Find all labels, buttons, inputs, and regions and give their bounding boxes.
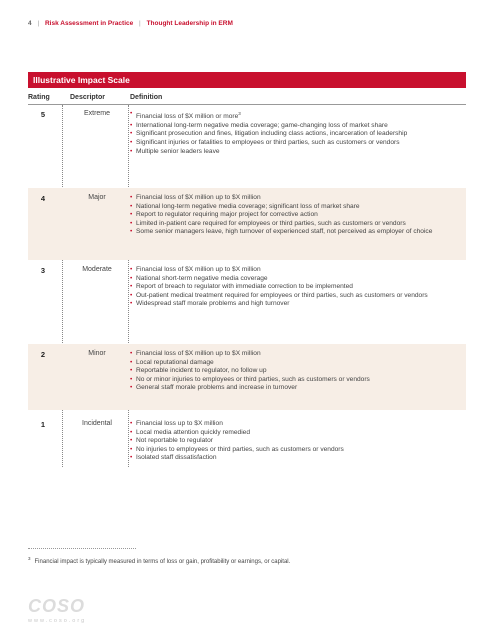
definition-item: • No or minor injuries to employees or third parties, such as customers or vendors [130, 376, 466, 385]
table-row [28, 262, 466, 334]
definition-item: • Widespread staff morale problems and high turnover [130, 300, 466, 309]
descriptor-value: Major [88, 194, 106, 201]
definition-item: • Report of breach to regulator with immediate correction to be implemented [130, 283, 466, 292]
rating-value: 4 [40, 194, 46, 203]
rating-value: 3 [40, 266, 46, 275]
definition-item: • Financial loss of $X million up to $X million [130, 266, 466, 275]
footnote-divider [28, 548, 136, 549]
definition-item: • National long-term negative media coverage; significant loss of market share [130, 203, 466, 212]
table-column-headers [28, 90, 466, 105]
definition-item: • Significant injuries or fatalities to employees or third parties, such as customers or vendors [130, 139, 466, 148]
definition-item: • Reportable incident to regulator, no follow up [130, 367, 466, 376]
header-separator: | [139, 20, 141, 27]
logo-url: www.coso.org [28, 618, 87, 624]
definition-item: • No injuries to employees or third parties, such as customers or vendors [130, 446, 466, 455]
definition-item: • International long-term negative media coverage; game-changing loss of market share [130, 122, 466, 131]
definition-item: • Multiple senior leaders leave [130, 148, 466, 157]
footnote [28, 556, 290, 565]
table-row [28, 106, 466, 186]
footnote-marker: 3 [28, 556, 31, 561]
page-header [28, 20, 233, 27]
column-header-definition: Definition [130, 94, 163, 101]
header-section: Risk Assessment in Practice [44, 20, 134, 27]
column-header-rating: Rating [28, 94, 50, 101]
definition-list [130, 194, 466, 237]
definition-item: • National short-term negative media coverage [130, 275, 466, 284]
definition-list [130, 110, 466, 156]
definition-item: • Local media attention quickly remedied [130, 429, 466, 438]
table-row [28, 188, 466, 260]
definition-list [130, 350, 466, 393]
table-row [28, 344, 466, 410]
descriptor-value: Minor [88, 350, 106, 357]
rating-value: 1 [40, 420, 46, 429]
definition-list [130, 266, 466, 309]
definition-item: • Report to regulator requiring major project for corrective action [130, 211, 466, 220]
definition-item: • Limited in-patient care required for employees or third parties, such as customers or vendors [130, 220, 466, 229]
definition-item: • Some senior managers leave, high turnover of experienced staff, not perceived as employer of choice [130, 228, 466, 237]
column-header-descriptor: Descriptor [70, 94, 106, 101]
definition-item: • Local reputational damage [130, 359, 466, 368]
table-title: Illustrative Impact Scale [28, 72, 466, 88]
header-separator: | [37, 20, 40, 27]
definition-list [130, 420, 466, 463]
definition-item: • Not reportable to regulator [130, 437, 466, 446]
table-row [28, 414, 466, 468]
footnote-text: Financial impact is typically measured in terms of loss or gain, profitability or earnings, or capital. [34, 559, 291, 565]
definition-item: • Isolated staff dissatisfaction [130, 454, 466, 463]
definition-item: • Financial loss of $X million or more$^3$ [130, 110, 466, 122]
definition-item: • General staff morale problems and increase in turnover [130, 384, 466, 393]
definition-item: • Financial loss of $X million up to $X million [130, 350, 466, 359]
rating-value: 2 [40, 350, 46, 359]
descriptor-value: Extreme [83, 110, 111, 117]
definition-item: • Significant prosecution and fines, litigation including class actions, incarceration of leadership [130, 130, 466, 139]
page-number: 4 [28, 20, 32, 27]
descriptor-value: Moderate [82, 266, 112, 273]
definition-item: • Out-patient medical treatment required for employees or third parties, such as customers or vendors [130, 292, 466, 301]
coso-logo: COSO [28, 596, 86, 616]
rating-value: 5 [40, 110, 46, 119]
descriptor-value: Incidental [82, 420, 112, 427]
header-subsection: Thought Leadership in ERM [146, 20, 233, 27]
definition-item: • Financial loss up to $X million [130, 420, 466, 429]
definition-item: • Financial loss of $X million up to $X million [130, 194, 466, 203]
